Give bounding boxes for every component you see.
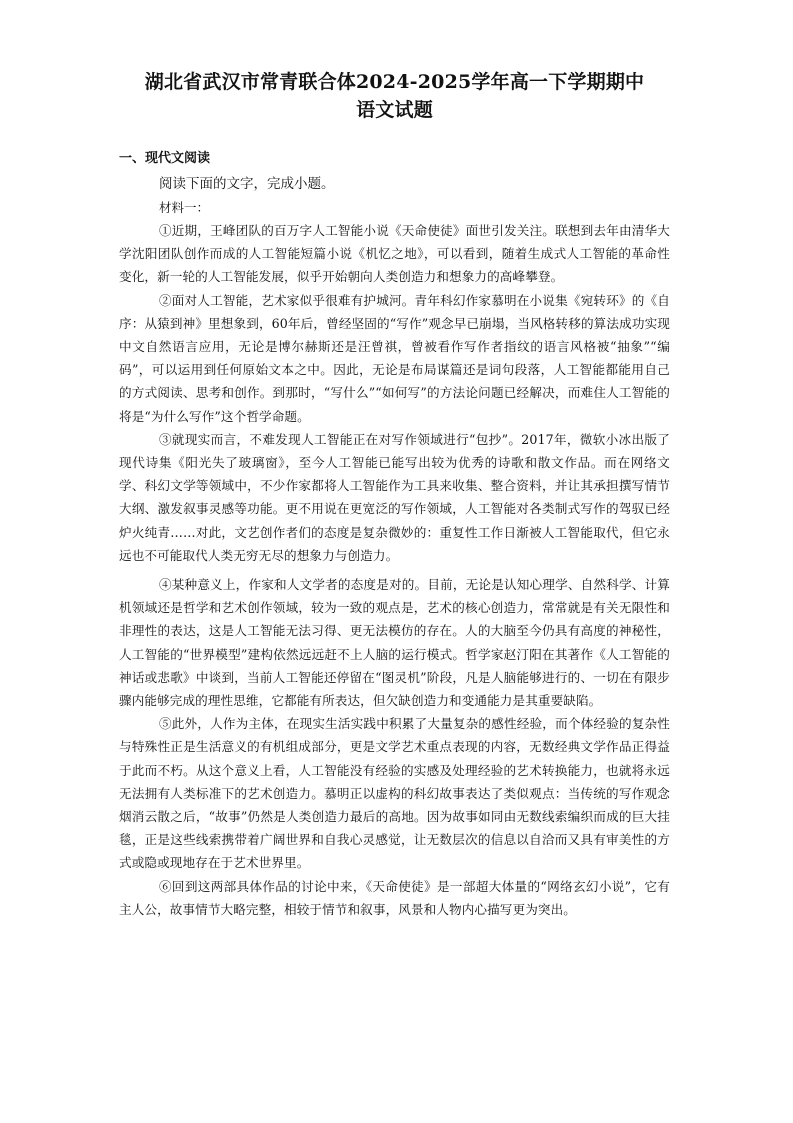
paragraph-1: ①近期，王峰团队的百万字人工智能小说《天命使徒》面世引发关注。联想到去年由清华大学沈阳团队创作而成的人工智能短篇小说《机忆之地》，可以看到，随着生成式人工智能的革命性变化，新一轮的人工智能发展，似乎开始朝向人类创造力和想象力的高峰攀登。	[119, 223, 670, 285]
section-heading: 一、现代文阅读	[119, 151, 211, 166]
document-title	[119, 68, 670, 124]
title-line-1: 湖北省武汉市常青联合体2024-2025学年高一下学期期中	[144, 71, 645, 93]
paragraph-4: ④某种意义上，作家和人文学者的态度是对的。目前，无论是认知心理学、自然科学、计算机领域还是哲学和艺术创作领域，较为一致的观点是，艺术的核心创造力，常常就是有关无限性和非理性的表达，这是人工智能无法习得、更无法模仿的存在。人的大脑至今仍具有高度的神秘性，人工智能的“世界模型”建构依然远远赶不上人脑的运行模式。哲学家赵汀阳在其著作《人工智能的神话或悲歌》中谈到，当前人工智能还停留在“图灵机”阶段，凡是人脑能够进行的、一切在有限步骤内能够完成的理性思维，它都能有所表达，但欠缺创造力和变通能力是其重要缺陷。	[119, 577, 670, 709]
paragraph-2: ②面对人工智能，艺术家似乎很难有护城河。青年科幻作家慕明在小说集《宛转环》的《自序：从猿到神》里想象到，60年后，曾经坚固的“写作”观念早已崩塌，当风格转移的算法成功实现中文自然语言应用，无论是博尔赫斯还是汪曾祺，曾被看作写作者指纹的语言风格被“抽象”“编码”，可以运用到任何原始文本之中。因此，无论是布局谋篇还是词句段落，人工智能都能用自己的方式阅读、思考和创作。到那时，“写什么”“如何写”的方法论问题已经解决，而难住人工智能的将是“为什么写作”这个哲学命题。	[119, 292, 670, 424]
material-label: 材料一：	[159, 200, 210, 215]
title-line-2: 语文试题	[356, 99, 433, 121]
paragraph-6: ⑥回到这两部具体作品的讨论中来，《天命使徒》是一部超大体量的“网络玄幻小说”，它有主人公，故事情节大略完整，相较于情节和叙事，风景和人物内心描写更为突出。	[119, 878, 670, 917]
reading-instruction: 阅读下面的文字，完成小题。	[159, 176, 335, 192]
paragraph-5: ⑤此外，人作为主体，在现实生活实践中积累了大量复杂的感性经验，而个体经验的复杂性与特殊性正是生活意义的有机组成部分，更是文学艺术重点表现的内容，无数经典文学作品正得益于此而不朽。从这个意义上看，人工智能没有经验的实感及处理经验的艺术转换能力，也就将永远无法拥有人类标准下的艺术创造力。慕明正以虚构的科幻故事表达了类似观点：当传统的写作观念烟消云散之后，“故事”仍然是人类创造力最后的高地。因为故事如同由无数线索编织而成的巨大挂毯，正是这些线索携带着广阔世界和自我心灵感觉，让无数层次的信息以自洽而又具有审美性的方式或隐或现地存在于艺术世界里。	[119, 716, 670, 871]
paragraph-3: ③就现实而言，不难发现人工智能正在对写作领域进行“包抄”。2017年，微软小冰出版了现代诗集《阳光失了玻璃窗》，至今人工智能已能写出较为优秀的诗歌和散文作品。而在网络文学、科幻文学等领域中，不少作家都将人工智能作为工具来收集、整合资料，并让其承担撰写情节大纲、激发叙事灵感等功能。更不用说在更宽泛的写作领域，人工智能对各类制式写作的驾驭已经炉火纯青……对此，文艺创作者们的态度是复杂微妙的：重复性工作日渐被人工智能取代，但它永远也不可能取代人类无穷无尽的想象力与创造力。	[119, 431, 670, 563]
